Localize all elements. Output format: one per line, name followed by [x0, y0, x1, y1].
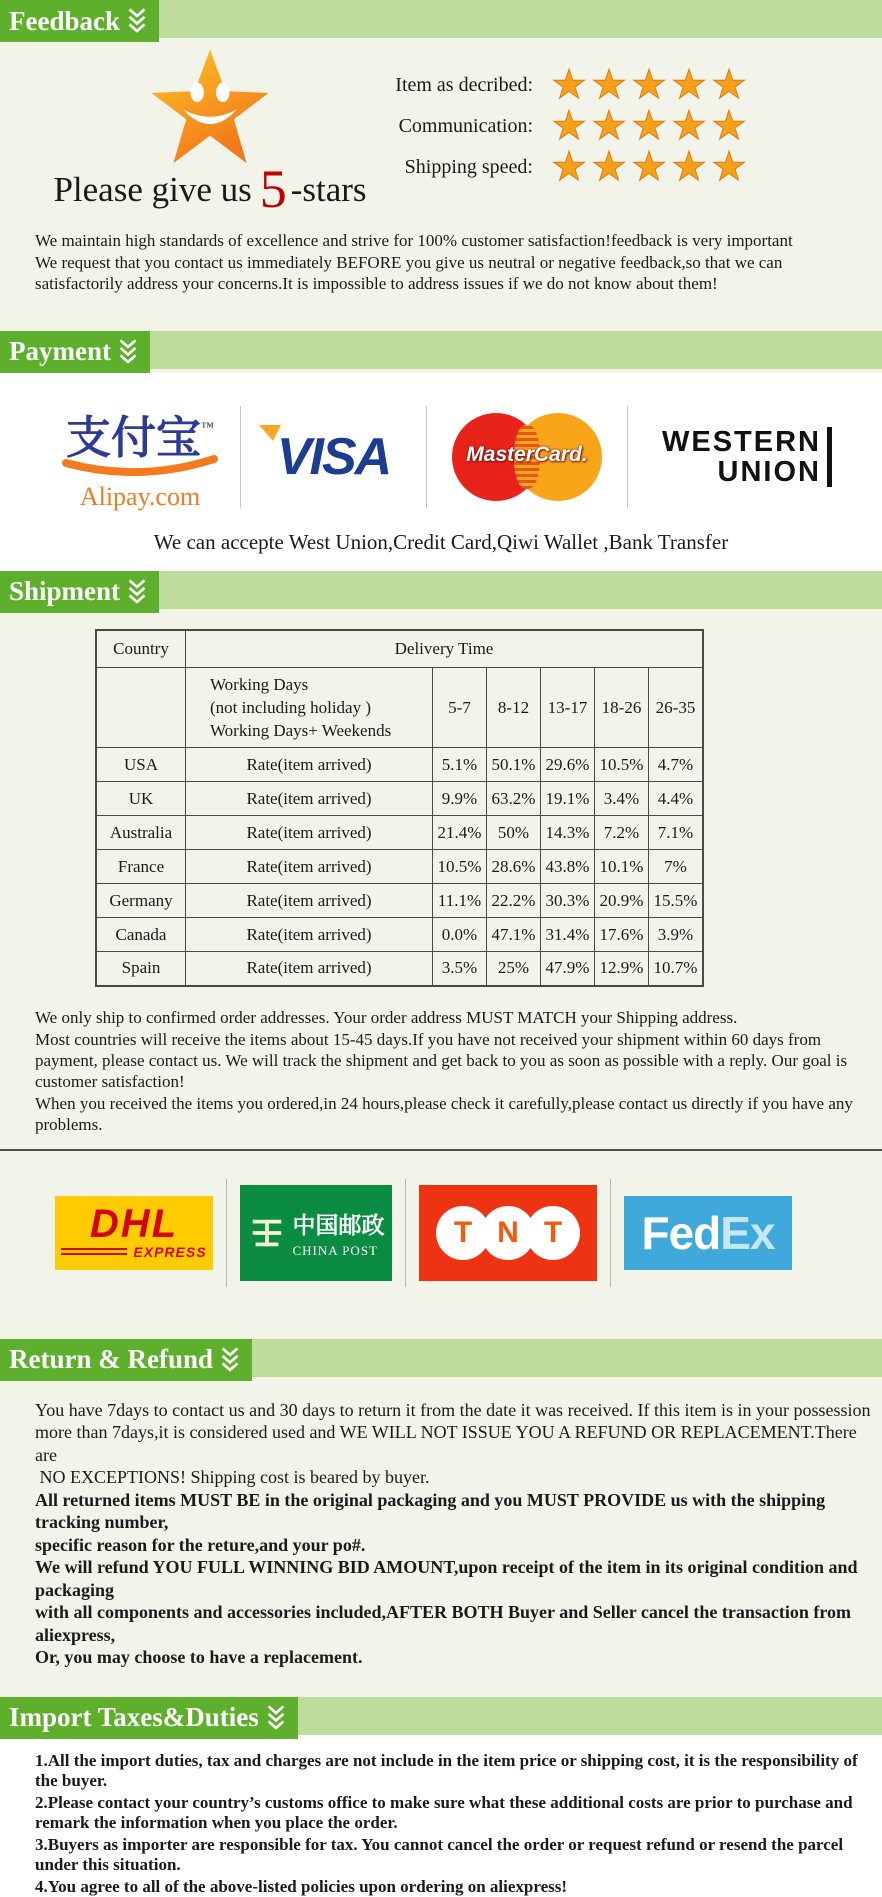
rate-cell: 20.9% — [595, 884, 649, 918]
star-icon: ★ — [671, 103, 707, 148]
payment-caption: We can accepte West Union,Credit Card,Qiwi Wallet ,Bank Transfer — [0, 524, 882, 571]
rate-cell: 47.9% — [541, 952, 595, 986]
star-icon: ★ — [551, 62, 587, 107]
dhl-stripes-icon — [61, 1248, 127, 1257]
rate-cell: 19.1% — [541, 782, 595, 816]
range-cell: 8-12 — [487, 668, 541, 748]
rate-cell: 30.3% — [541, 884, 595, 918]
chevron-down-icon — [127, 7, 147, 35]
range-cell: 13-17 — [541, 668, 595, 748]
working-days-line: Working Days — [210, 675, 309, 694]
returns-banner-title: Return & Refund — [9, 1344, 214, 1374]
alipay-logo — [40, 403, 240, 512]
rate-cell: 7.1% — [649, 816, 704, 850]
rate-cell: 29.6% — [541, 748, 595, 782]
returns-line: Or, you may choose to have a replacement. — [35, 1647, 363, 1667]
taxes-banner-tag — [0, 1697, 298, 1739]
taxes-item: 3.Buyers as importer are responsible for tax. You cannot cancel the order or request refund or resend the parcel under this situation. — [35, 1834, 844, 1874]
rate-cell: 3.5% — [433, 952, 487, 986]
working-days-line: Working Days+ Weekends — [210, 721, 392, 740]
vertical-divider — [627, 406, 628, 508]
shipment-section-banner — [0, 571, 882, 613]
range-cell: 5-7 — [433, 668, 487, 748]
feedback-body — [0, 42, 882, 219]
rating-stars — [549, 103, 749, 148]
plea-suffix: -stars — [290, 170, 367, 209]
returns-section-banner — [0, 1339, 882, 1381]
fedex-logo — [624, 1196, 792, 1270]
returns-line: All returned items MUST BE in the original packaging and you MUST PROVIDE us with the shipping tracking number, — [35, 1489, 830, 1532]
alipay-characters: 支付宝 — [65, 412, 201, 463]
rate-cell: 3.9% — [649, 918, 704, 952]
taxes-section-banner — [0, 1697, 882, 1739]
rate-cell: 11.1% — [433, 884, 487, 918]
feedback-banner-tag — [0, 0, 159, 42]
rate-label-cell: Rate(item arrived) — [186, 884, 433, 918]
dhl-express-row — [61, 1244, 206, 1260]
alipay-swoosh-icon — [60, 457, 220, 475]
rate-cell: 22.2% — [487, 884, 541, 918]
carrier-logos-row — [0, 1151, 882, 1313]
rate-cell: 21.4% — [433, 816, 487, 850]
star-icon: ★ — [631, 103, 667, 148]
rate-cell: 4.7% — [649, 748, 704, 782]
chevron-down-icon — [127, 578, 147, 606]
payment-banner-title: Payment — [9, 336, 111, 366]
returns-line: You have 7days to contact us and 30 days to return it from the date it was received. If this item is in your possession — [35, 1399, 871, 1420]
working-days-cell — [186, 668, 433, 748]
china-post-cn-text: 中国邮政 — [292, 1212, 385, 1238]
rate-cell: 10.1% — [595, 850, 649, 884]
mastercard-circles — [452, 411, 602, 503]
star-icon: ★ — [631, 62, 667, 107]
taxes-banner-title: Import Taxes&Duties — [9, 1702, 259, 1732]
rate-cell: 31.4% — [541, 918, 595, 952]
china-post-logo — [240, 1185, 392, 1281]
table-row — [96, 748, 703, 782]
star-icon: ★ — [711, 144, 747, 189]
rate-label-cell: Rate(item arrived) — [186, 918, 433, 952]
rating-row-shipping-speed — [395, 144, 749, 189]
western-union-logo — [662, 427, 832, 487]
vertical-divider — [610, 1179, 611, 1287]
star-icon: ★ — [591, 144, 627, 189]
table-header-country: Country — [96, 630, 186, 668]
taxes-policy-text — [35, 1751, 875, 1897]
table-row — [96, 884, 703, 918]
trademark-symbol: ™ — [201, 418, 214, 434]
mastercard-text: MasterCard. — [466, 443, 588, 466]
tnt-logo — [419, 1185, 597, 1281]
delivery-time-table — [95, 629, 704, 987]
rating-stars — [549, 144, 749, 189]
country-cell: Australia — [96, 816, 186, 850]
rate-cell: 7.2% — [595, 816, 649, 850]
taxes-item: 4.You agree to all of the above-listed policies upon ordering on aliexpress! — [35, 1876, 568, 1896]
rate-cell: 12.9% — [595, 952, 649, 986]
western-union-line2: UNION — [717, 456, 821, 488]
visa-flag-icon — [259, 425, 281, 441]
alipay-site-text: Alipay.com — [79, 481, 201, 511]
rate-cell: 28.6% — [487, 850, 541, 884]
rate-cell: 10.5% — [595, 748, 649, 782]
feedback-note-line: satisfactorily address your concerns.It is impossible to address issues if we do not know about them! — [35, 274, 718, 293]
star-icon: ★ — [671, 144, 707, 189]
star-icon: ★ — [711, 62, 747, 107]
rate-cell: 0.0% — [433, 918, 487, 952]
tnt-circle-letter: T — [436, 1206, 490, 1260]
country-cell: USA — [96, 748, 186, 782]
rate-label-cell: Rate(item arrived) — [186, 748, 433, 782]
shipping-note: We only ship to confirmed order addresses. Your order address MUST MATCH your Shipping address. — [35, 1007, 738, 1027]
table-row — [96, 952, 703, 986]
rate-cell: 43.8% — [541, 850, 595, 884]
shipment-banner-tag — [0, 571, 159, 613]
rate-label-cell: Rate(item arrived) — [186, 952, 433, 986]
taxes-item: 2.Please contact your country’s customs office to make sure what these additional costs are prior to purchase and remark the information when you place the order. — [35, 1792, 853, 1832]
star-icon: ★ — [711, 103, 747, 148]
rate-cell: 10.7% — [649, 952, 704, 986]
dhl-logo — [55, 1196, 213, 1270]
rate-cell: 10.5% — [433, 850, 487, 884]
working-days-line: (not including holiday ) — [210, 698, 372, 717]
rate-cell: 14.3% — [541, 816, 595, 850]
smiley-star-icon — [149, 48, 271, 166]
country-cell: UK — [96, 782, 186, 816]
country-cell: Canada — [96, 918, 186, 952]
chevron-down-icon — [266, 1704, 286, 1732]
shipment-banner-title: Shipment — [9, 576, 121, 606]
country-cell: France — [96, 850, 186, 884]
rate-cell: 17.6% — [595, 918, 649, 952]
range-cell: 26-35 — [649, 668, 704, 748]
feedback-note-line: We maintain high standards of excellence and strive for 100% customer satisfaction!feedback is very important — [35, 231, 793, 250]
feedback-banner-title: Feedback — [9, 5, 120, 36]
plea-prefix: Please give us — [53, 170, 252, 209]
feedback-section-banner — [0, 0, 882, 42]
rating-rows — [395, 48, 749, 216]
rate-cell: 50% — [487, 816, 541, 850]
plea-number: 5 — [259, 159, 287, 219]
star-icon: ★ — [591, 103, 627, 148]
rate-cell: 4.4% — [649, 782, 704, 816]
returns-line: We will refund YOU FULL WINNING BID AMOUNT,upon receipt of the item in its original condition and packaging — [35, 1557, 863, 1600]
shipping-notes — [35, 1007, 857, 1135]
fedex-ex-text: Ex — [720, 1206, 775, 1259]
star-icon: ★ — [671, 62, 707, 107]
rate-cell: 7% — [649, 850, 704, 884]
table-row — [96, 782, 703, 816]
table-row — [96, 918, 703, 952]
china-post-emblem-icon — [248, 1214, 286, 1252]
western-union-line1: WESTERN — [662, 426, 821, 458]
tnt-circle-letter: T — [526, 1206, 580, 1260]
rate-label-cell: Rate(item arrived) — [186, 850, 433, 884]
rate-cell: 63.2% — [487, 782, 541, 816]
five-star-plea — [45, 48, 375, 219]
country-cell: Germany — [96, 884, 186, 918]
taxes-item: 1.All the import duties, tax and charges are not include in the item price or shipping cost, it is the responsibility of the buyer. — [35, 1750, 858, 1790]
rate-label-cell: Rate(item arrived) — [186, 816, 433, 850]
alipay-cn-text — [40, 403, 240, 462]
dhl-text: DHL — [89, 1202, 179, 1246]
star-icon: ★ — [551, 144, 587, 189]
shipping-note: When you received the items you ordered,in 24 hours,please check it carefully,please contact us directly if you have any problems. — [35, 1093, 853, 1134]
rating-label: Communication: — [398, 114, 533, 137]
returns-line: specific reason for the reture,and your po#. — [35, 1534, 366, 1555]
returns-line: NO EXCEPTIONS! Shipping cost is beared by buyer. — [35, 1467, 430, 1487]
rating-row-item-described — [395, 62, 749, 107]
table-row — [96, 816, 703, 850]
payment-banner-tag — [0, 331, 150, 373]
star-icon: ★ — [631, 144, 667, 189]
returns-policy-text — [35, 1399, 882, 1669]
chevron-down-icon — [220, 1346, 240, 1374]
feedback-note-line: We request that you contact us immediately BEFORE you give us neutral or negative feedback,so that we can — [35, 252, 783, 272]
tnt-circle-letter: N — [481, 1206, 535, 1260]
rate-cell: 47.1% — [487, 918, 541, 952]
vertical-divider — [226, 1179, 227, 1287]
returns-line: more than 7days,it is considered used and WE WILL NOT ISSUE YOU A REFUND OR REPLACEMENT.There are — [35, 1422, 862, 1465]
rate-cell: 3.4% — [595, 782, 649, 816]
chevron-down-icon — [118, 338, 138, 366]
rate-cell: 15.5% — [649, 884, 704, 918]
feedback-note — [35, 230, 882, 295]
range-cell: 18-26 — [595, 668, 649, 748]
table-header-delivery-time: Delivery Time — [186, 630, 704, 668]
rating-stars — [549, 62, 749, 107]
rate-cell: 5.1% — [433, 748, 487, 782]
payment-logos-row — [0, 373, 882, 524]
rate-label-cell: Rate(item arrived) — [186, 782, 433, 816]
china-post-en-text: CHINA POST — [292, 1242, 378, 1258]
table-cell-empty — [96, 668, 186, 748]
rating-label: Shipping speed: — [404, 155, 533, 178]
rating-label: Item as decribed: — [395, 73, 533, 96]
rating-row-communication — [395, 103, 749, 148]
payment-section-banner — [0, 331, 882, 373]
fedex-fed-text: Fed — [641, 1206, 721, 1259]
country-cell: Spain — [96, 952, 186, 986]
returns-banner-tag — [0, 1339, 252, 1381]
plea-text — [45, 158, 375, 220]
table-row — [96, 850, 703, 884]
china-post-text — [293, 1207, 385, 1259]
star-icon: ★ — [551, 103, 587, 148]
dhl-express-text: EXPRESS — [133, 1244, 207, 1260]
rate-cell: 50.1% — [487, 748, 541, 782]
rate-cell: 25% — [487, 952, 541, 986]
shipping-note: Most countries will receive the items about 15-45 days.If you have not received your shipment within 60 days from payment, please contact us. We will track the shipment and get back to you as soon as possible with a reply. Our goal is customer satisfaction! — [35, 1029, 848, 1091]
rate-cell: 9.9% — [433, 782, 487, 816]
star-icon: ★ — [591, 62, 627, 107]
visa-text: VISA — [276, 428, 391, 486]
returns-line: with all components and accessories included,AFTER BOTH Buyer and Seller cancel the transaction from aliexpress, — [35, 1602, 856, 1645]
vertical-divider — [405, 1179, 406, 1287]
mastercard-logo — [427, 411, 627, 503]
visa-logo — [241, 427, 426, 487]
